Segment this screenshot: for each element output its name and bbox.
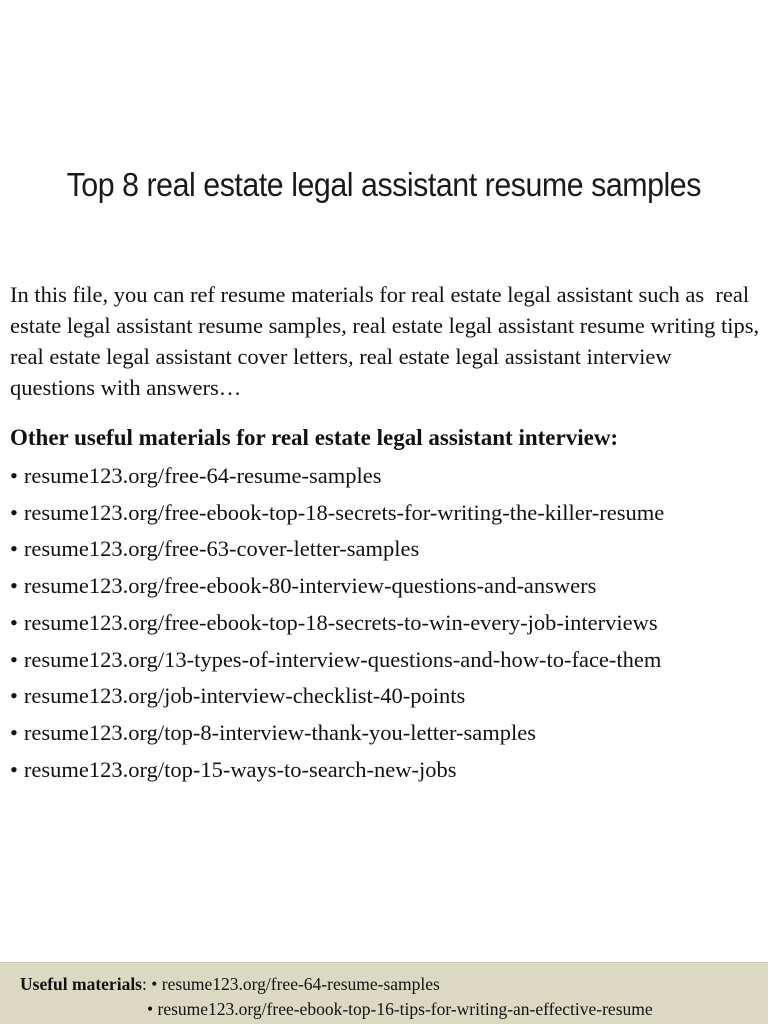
- slide-title-text: Top 8 real estate legal assistant resume samples: [66, 166, 702, 203]
- link-text: resume123.org/top-8-interview-thank-you-letter-samples: [23, 719, 536, 745]
- link-text: resume123.org/top-15-ways-to-search-new-jobs: [23, 756, 457, 782]
- list-item: [10, 568, 760, 605]
- footer-link-2: • resume123.org/free-ebook-top-16-tips-for-writing-an-effective-resume: [147, 999, 653, 1019]
- link-text: resume123.org/free-64-resume-samples: [23, 463, 382, 488]
- link-text: resume123.org/free-ebook-top-18-secrets-for-writing-the-killer-resume: [23, 499, 665, 525]
- footer-line-2: [0, 997, 768, 1022]
- footer-bar: [0, 962, 768, 1024]
- list-item: [10, 752, 760, 789]
- bullet-icon: •: [10, 499, 18, 525]
- bullet-icon: •: [10, 683, 18, 709]
- bullet-icon: •: [10, 536, 18, 562]
- link-text: resume123.org/job-interview-checklist-40-points: [23, 683, 466, 709]
- list-item: [10, 715, 760, 752]
- bullet-icon: •: [10, 573, 18, 599]
- bullet-icon: •: [10, 646, 18, 672]
- link-text: resume123.org/free-63-cover-letter-samples: [23, 536, 420, 562]
- list-item: [10, 458, 760, 495]
- link-text: resume123.org/free-ebook-top-18-secrets-to-win-every-job-interviews: [23, 609, 658, 635]
- useful-links-list: [10, 458, 760, 788]
- bullet-icon: •: [10, 609, 18, 635]
- list-item: [10, 605, 760, 642]
- footer-line-1: [0, 972, 768, 997]
- bullet-icon: •: [10, 463, 18, 488]
- list-item: [10, 642, 760, 679]
- footer-label: Useful materials: [20, 974, 142, 994]
- bullet-icon: •: [10, 719, 18, 745]
- list-item: [10, 495, 760, 532]
- slide-title: [0, 166, 768, 204]
- list-item: [10, 531, 760, 568]
- footer-link-1: : • resume123.org/free-64-resume-samples: [142, 974, 440, 994]
- bullet-icon: •: [10, 756, 18, 782]
- section-heading: Other useful materials for real estate legal assistant interview:: [10, 425, 619, 450]
- intro-paragraph: In this file, you can ref resume materials for real estate legal assistant such as real estate legal assistant resume samples, real estate legal assistant resume writing tips, real estate legal assistant cover letters, real estate legal assistant interview questions with answers…: [10, 282, 765, 400]
- link-text: resume123.org/13-types-of-interview-questions-and-how-to-face-them: [23, 646, 662, 672]
- link-text: resume123.org/free-ebook-80-interview-questions-and-answers: [23, 573, 597, 599]
- list-item: [10, 678, 760, 715]
